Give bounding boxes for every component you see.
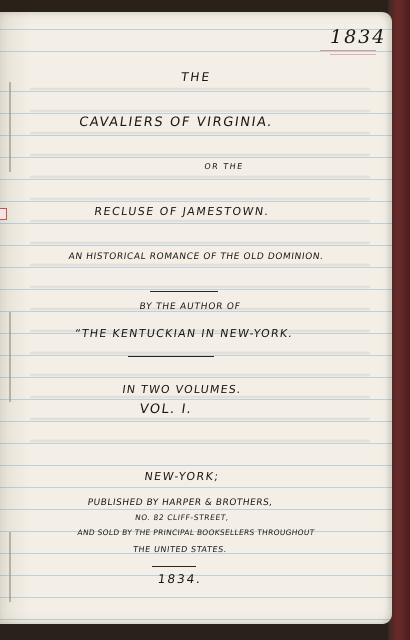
distribution-region: THE UNITED STATES.	[132, 545, 228, 554]
divider-rule	[152, 566, 196, 567]
publication-year: 1834.	[156, 572, 204, 586]
distribution-line: AND SOLD BY THE PRINCIPAL BOOKSELLERS THROUGHOUT	[76, 528, 316, 537]
divider-rule	[128, 356, 214, 357]
book-description: AN HISTORICAL ROMANCE OF THE OLD DOMINION.	[67, 252, 325, 262]
publisher-address: NO. 82 CLIFF-STREET,	[134, 513, 230, 522]
book-subtitle: RECLUSE OF JAMESTOWN.	[93, 205, 271, 218]
author-attribution: BY THE AUTHOR OF	[138, 302, 242, 312]
publisher-line: PUBLISHED BY HARPER & BROTHERS,	[86, 498, 274, 508]
volume-number: VOL. I.	[138, 402, 194, 417]
year-annotation: 1834	[330, 26, 387, 48]
title-conjunction: OR THE	[203, 162, 245, 171]
red-margin-line	[330, 54, 376, 55]
publication-place: NEW-YORK;	[143, 470, 221, 483]
title-article: THE	[180, 70, 212, 84]
volume-count: IN TWO VOLUMES.	[121, 383, 243, 396]
book-title: CAVALIERS OF VIRGINIA.	[78, 115, 274, 130]
binding-stitch	[9, 532, 11, 602]
divider-rule	[150, 291, 218, 292]
prior-work-title: “THE KENTUCKIAN IN NEW-YORK.	[73, 327, 295, 340]
red-margin-line	[320, 50, 376, 51]
notebook-page	[0, 12, 392, 624]
